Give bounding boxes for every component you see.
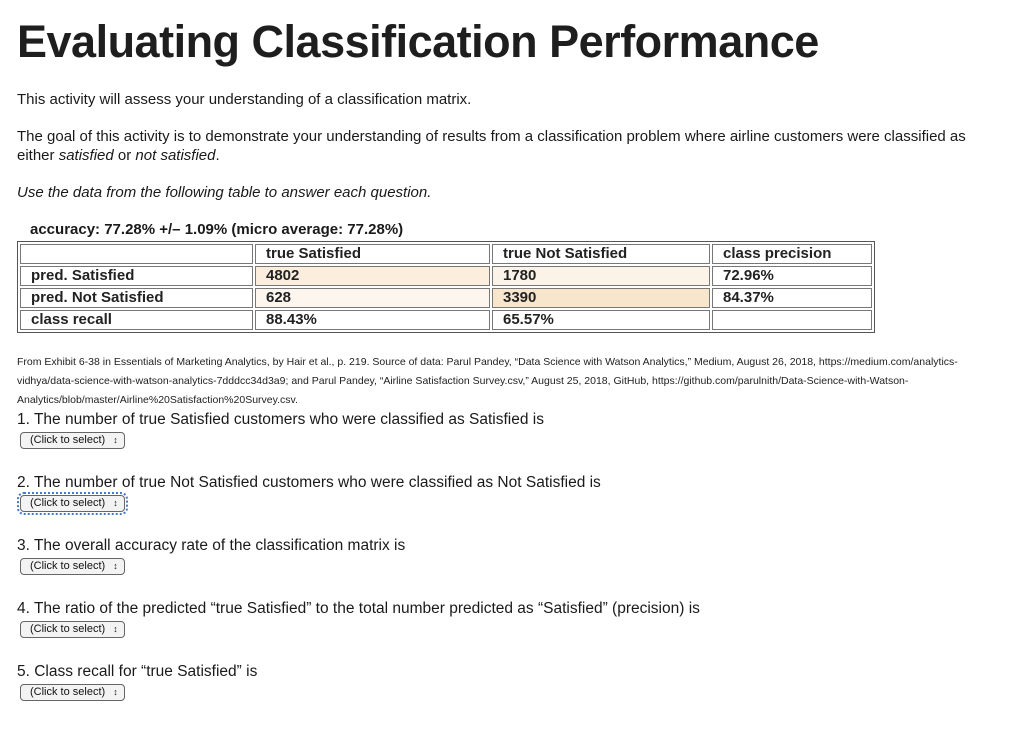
goal-not-satisfied: not satisfied bbox=[135, 147, 216, 164]
matrix-header-class-precision: class precision bbox=[712, 244, 872, 264]
question-text: 3. The overall accuracy rate of the classification matrix is bbox=[17, 537, 406, 554]
accuracy-label: accuracy: 77.28% +/– 1.09% (micro average: 77.28%) bbox=[30, 221, 404, 238]
question-3 bbox=[17, 536, 1007, 575]
matrix-cell: 3390 bbox=[492, 288, 710, 308]
question-4 bbox=[17, 599, 1007, 638]
select-arrows-icon: ↕ bbox=[113, 687, 118, 697]
matrix-cell: 72.96% bbox=[712, 266, 872, 286]
question-text: 5. Class recall for “true Satisfied” is bbox=[17, 663, 258, 680]
goal-end: . bbox=[215, 147, 220, 164]
page-title: Evaluating Classification Performance bbox=[17, 16, 819, 67]
select-label: (Click to select) bbox=[30, 686, 106, 698]
select-label: (Click to select) bbox=[30, 623, 106, 635]
matrix-cell: 88.43% bbox=[255, 310, 490, 330]
select-label: (Click to select) bbox=[30, 497, 106, 509]
classification-matrix bbox=[17, 241, 875, 333]
answer-select-4[interactable] bbox=[20, 621, 125, 638]
matrix-cell: 65.57% bbox=[492, 310, 710, 330]
answer-select-3[interactable] bbox=[20, 558, 125, 575]
matrix-row bbox=[20, 288, 872, 308]
select-arrows-icon: ↕ bbox=[113, 498, 118, 508]
matrix-cell: 628 bbox=[255, 288, 490, 308]
select-arrows-icon: ↕ bbox=[113, 624, 118, 634]
question-5 bbox=[17, 662, 1007, 701]
matrix-row bbox=[20, 310, 872, 330]
matrix-header-row bbox=[20, 244, 872, 264]
select-arrows-icon: ↕ bbox=[113, 561, 118, 571]
question-text: 1. The number of true Satisfied customers who were classified as Satisfied is bbox=[17, 411, 544, 428]
matrix-header-corner bbox=[20, 244, 253, 264]
answer-select-2[interactable] bbox=[20, 495, 125, 512]
question-text: 4. The ratio of the predicted “true Satisfied” to the total number predicted as “Satisfied” (precision) is bbox=[17, 600, 700, 617]
goal-text bbox=[17, 127, 987, 165]
matrix-row bbox=[20, 266, 872, 286]
source-citation: From Exhibit 6-38 in Essentials of Marketing Analytics, by Hair et al., p. 219. Source of data: Parul Pandey, “Data Science with Watson Analytics,” Medium, August 26, 2018, https://medium.com/analytics-vidhya/data-science-with-watson-analytics-7dddcc34d3a9; and Parul Pandey, “Airline Satisfaction Survey.csv,” August 25, 2018, GitHub, https://github.com/parulnith/Data-Science-with-Watson-Analytics/blob/master/Airline%20Satisfaction%20Survey.csv. bbox=[17, 356, 958, 406]
intro-text: This activity will assess your understanding of a classification matrix. bbox=[17, 91, 472, 108]
instruction-text: Use the data from the following table to answer each question. bbox=[17, 184, 432, 201]
row-label: class recall bbox=[20, 310, 253, 330]
row-label: pred. Not Satisfied bbox=[20, 288, 253, 308]
select-label: (Click to select) bbox=[30, 560, 106, 572]
matrix-cell bbox=[712, 310, 872, 330]
question-text: 2. The number of true Not Satisfied customers who were classified as Not Satisfied is bbox=[17, 474, 601, 491]
matrix-cell: 84.37% bbox=[712, 288, 872, 308]
question-1 bbox=[17, 410, 1007, 449]
goal-satisfied: satisfied bbox=[58, 147, 114, 164]
goal-or: or bbox=[113, 147, 136, 164]
matrix-header-true-satisfied: true Satisfied bbox=[255, 244, 490, 264]
matrix-cell: 1780 bbox=[492, 266, 710, 286]
row-label: pred. Satisfied bbox=[20, 266, 253, 286]
question-2 bbox=[17, 473, 1007, 512]
matrix-header-true-not-satisfied: true Not Satisfied bbox=[492, 244, 710, 264]
select-arrows-icon: ↕ bbox=[113, 435, 118, 445]
select-label: (Click to select) bbox=[30, 434, 106, 446]
answer-select-1[interactable] bbox=[20, 432, 125, 449]
goal-part1: The goal of this activity is to demonstrate your understanding of results from a classification problem where airline customers were classified as either bbox=[17, 128, 966, 164]
matrix-cell: 4802 bbox=[255, 266, 490, 286]
answer-select-5[interactable] bbox=[20, 684, 125, 701]
